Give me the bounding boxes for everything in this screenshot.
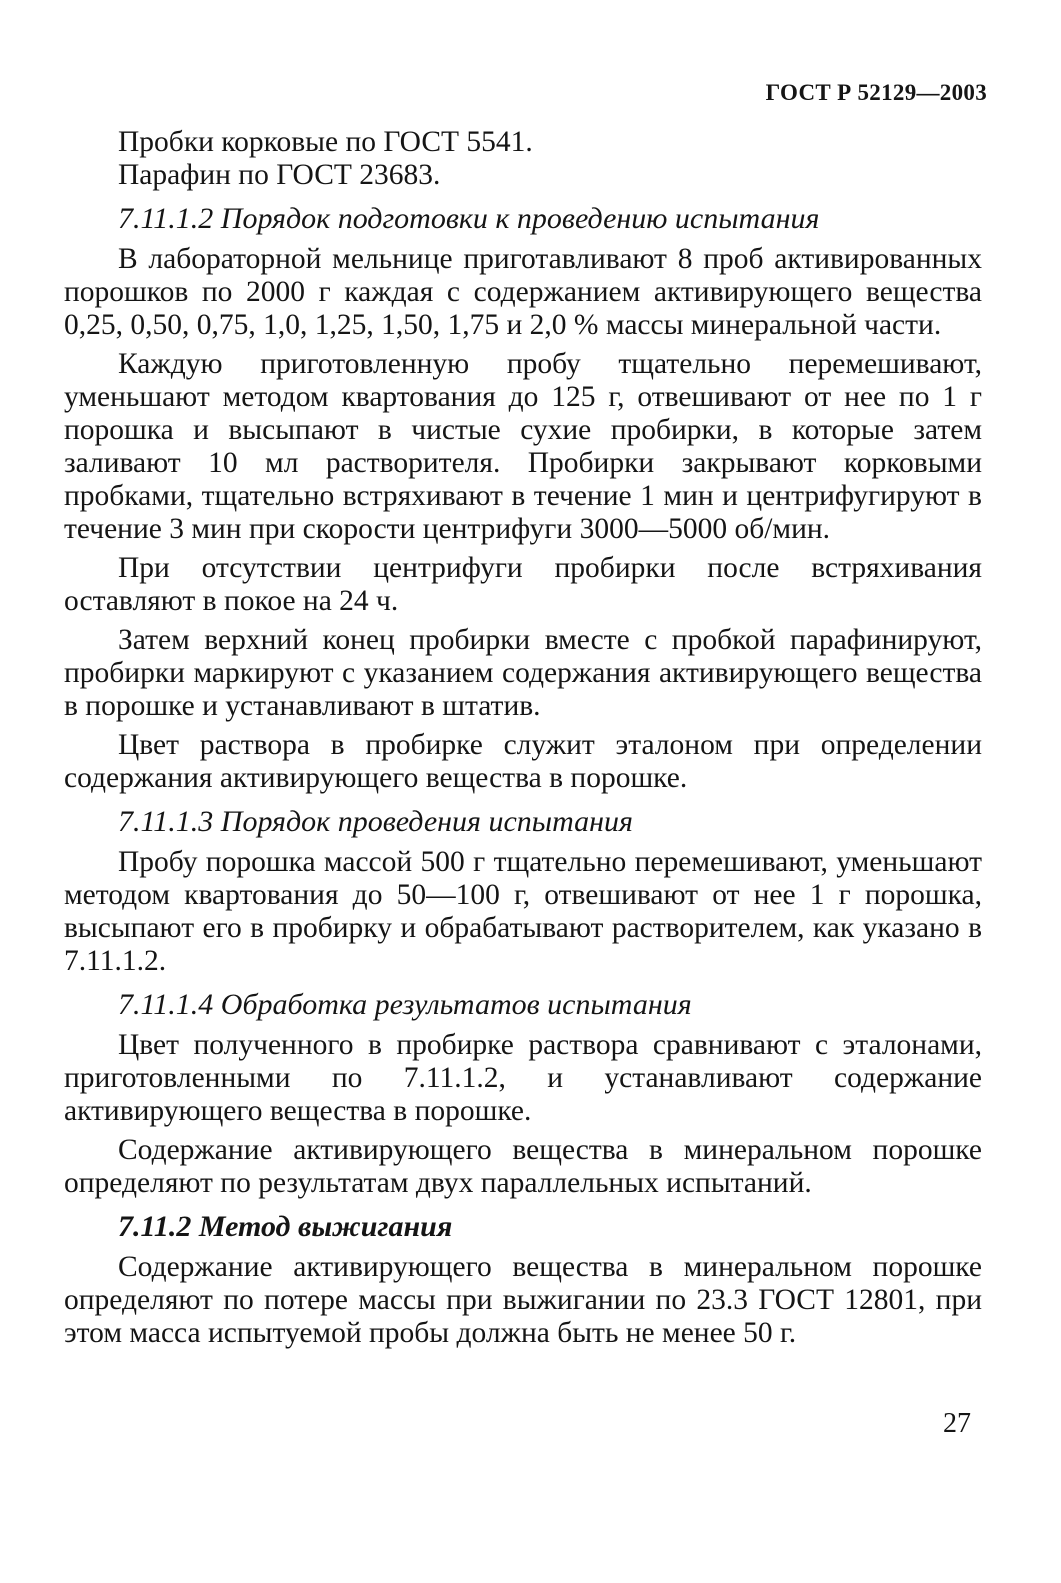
page-number: 27: [943, 1408, 971, 1439]
paragraph: При отсутствии центрифуги пробирки после встряхивания оставляют в покое на 24 ч.: [64, 552, 982, 617]
paragraph: Цвет полученного в пробирке раствора сравнивают с эталонами, приготовленными по 7.11.1.2, и устанавливают содержание активирующего вещества в порошке.: [64, 1029, 982, 1127]
paragraph: Содержание активирующего вещества в минеральном порошке определяют по потере массы при выжигании по 23.3 ГОСТ 12801, при этом масса испытуемой пробы должна быть не менее 50 г.: [64, 1251, 982, 1349]
paragraph: В лабораторной мельнице приготавливают 8 проб активированных порошков по 2000 г каждая с содержанием активирующего вещества 0,25, 0,50, 0,75, 1,0, 1,25, 1,50, 1,75 и 2,0 % массы минеральной части.: [64, 243, 982, 341]
section-heading: 7.11.1.3 Порядок проведения испытания: [118, 805, 633, 838]
paragraph: Затем верхний конец пробирки вместе с пробкой парафинируют, пробирки маркируют с указанием содержания активирующего вещества в порошке и устанавливают в штатив.: [64, 624, 982, 722]
section-heading: 7.11.1.2 Порядок подготовки к проведению испытания: [118, 202, 820, 235]
section-heading: 7.11.1.4 Обработка результатов испытания: [118, 988, 692, 1021]
section-heading: 7.11.2 Метод выжигания: [118, 1210, 453, 1243]
page-content: [64, 126, 982, 1356]
paragraph: Содержание активирующего вещества в минеральном порошке определяют по результатам двух параллельных испытаний.: [64, 1134, 982, 1199]
paragraph: Пробу порошка массой 500 г тщательно перемешивают, уменьшают методом квартования до 50—100 г, отвешивают от нее 1 г порошка, высыпают его в пробирку и обрабатывают растворителем, как указано в 7.11.1.2.: [64, 846, 982, 977]
intro-line: Пробки корковые по ГОСТ 5541.: [118, 126, 533, 158]
standard-header: ГОСТ Р 52129—2003: [765, 80, 987, 105]
paragraph: Каждую приготовленную пробу тщательно перемешивают, уменьшают методом квартования до 125 г, отвешивают от нее по 1 г порошка и высыпают в чистые сухие пробирки, в которые затем заливают 10 мл растворителя. Пробирки закрывают корковыми пробками, тщательно встряхивают в течение 1 мин и центрифугируют в течение 3 мин при скорости центрифуги 3000—5000 об/мин.: [64, 348, 982, 545]
paragraph: Цвет раствора в пробирке служит эталоном при определении содержания активирующего вещества в порошке.: [64, 729, 982, 794]
intro-line: Парафин по ГОСТ 23683.: [118, 159, 441, 191]
